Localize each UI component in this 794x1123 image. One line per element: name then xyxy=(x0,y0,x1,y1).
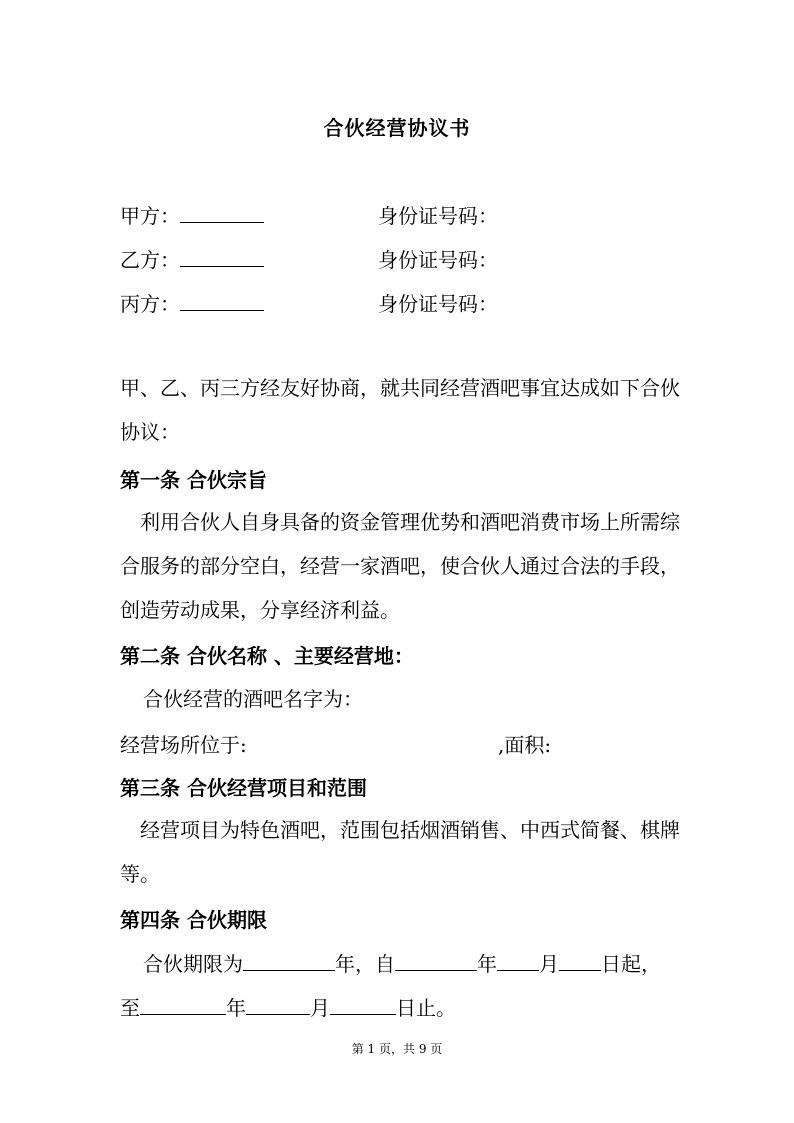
start-year-unit: 年 xyxy=(477,952,497,976)
article-1-body: 利用合伙人自身具备的资金管理优势和酒吧消费市场上所需综合服务的部分空白，经营一家酒吧，使合伙人通过合法的手段，创造劳动成果，分享经济利益。 xyxy=(120,510,680,622)
article-4-heading: 第四条 合伙期限 xyxy=(120,908,267,932)
term-line-1 xyxy=(143,948,661,977)
term-prefix: 合伙期限为 xyxy=(143,952,243,976)
start-month-unit: 月 xyxy=(539,952,559,976)
start-year-blank xyxy=(395,950,477,971)
start-month-blank xyxy=(497,950,539,971)
party-c-blank xyxy=(180,292,264,311)
location-label: 经营场所位于: xyxy=(120,733,247,757)
party-b-line xyxy=(120,244,264,273)
document-title: 合伙经营协议书 xyxy=(323,116,471,140)
party-c-label: 丙方： xyxy=(120,292,180,316)
end-year-unit: 年 xyxy=(226,996,246,1020)
area-label: ,面积: xyxy=(498,733,552,757)
party-a-label: 甲方： xyxy=(120,204,180,228)
article-3-heading: 第三条 合伙经营项目和范围 xyxy=(120,776,367,800)
party-a-blank xyxy=(180,204,264,223)
term-from: 年，自 xyxy=(335,952,395,976)
article-2-heading: 第二条 合伙名称 、主要经营地： xyxy=(120,644,414,668)
party-b-blank xyxy=(180,248,264,267)
party-c-id-label: 身份证号码： xyxy=(378,292,498,316)
party-c-line xyxy=(120,288,264,317)
end-prefix: 至 xyxy=(120,996,140,1020)
party-a-id-label: 身份证号码： xyxy=(378,204,498,228)
intro-paragraph: 甲、乙、丙三方经友好协商，就共同经营酒吧事宜达成如下合伙协议： xyxy=(120,376,680,444)
bar-name-line: 合伙经营的酒吧名字为： xyxy=(143,687,363,711)
party-b-id-label: 身份证号码： xyxy=(378,248,498,272)
end-month-blank xyxy=(246,994,310,1015)
term-line-2 xyxy=(120,992,456,1021)
end-month-unit: 月 xyxy=(310,996,330,1020)
end-day-unit: 日止。 xyxy=(396,996,456,1020)
party-b-label: 乙方： xyxy=(120,248,180,272)
start-day-blank xyxy=(559,950,601,971)
page-footer: 第 1 页，共 9 页 xyxy=(351,1042,443,1056)
article-3-body: 经营项目为特色酒吧，范围包括烟酒销售、中西式简餐、棋牌等。 xyxy=(120,818,680,886)
start-day-unit: 日起， xyxy=(601,952,661,976)
term-years-blank xyxy=(243,950,335,971)
end-day-blank xyxy=(330,994,396,1015)
article-1-heading: 第一条 合伙宗旨 xyxy=(120,468,267,492)
party-a-line xyxy=(120,200,264,229)
end-year-blank xyxy=(140,994,226,1015)
